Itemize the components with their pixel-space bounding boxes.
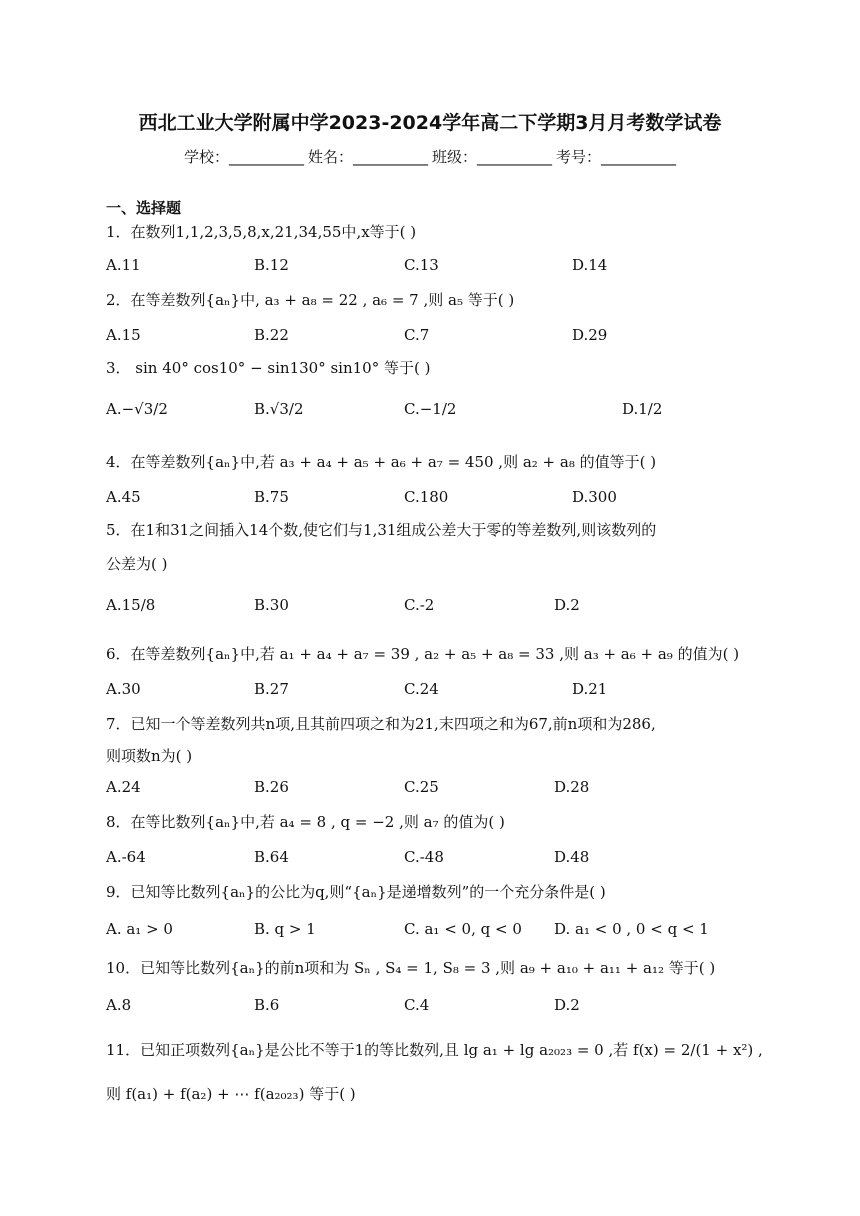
- question-6: 6．在等差数列{aₙ}中,若 a₁ + a₄ + a₇ = 39 , a₂ + a₅ + a₈ = 33 ,则 a₃ + a₆ + a₉ 的值为( ): [106, 645, 740, 663]
- option-c[interactable]: C.25: [404, 778, 439, 796]
- class-field[interactable]: 班级：__________: [432, 148, 553, 166]
- question-1: 1．在数列1,1,2,3,5,8,x,21,34,55中,x等于( ): [106, 223, 417, 241]
- exam-number-field[interactable]: 考号：__________: [556, 148, 677, 166]
- option-a[interactable]: A.11: [106, 256, 141, 274]
- section-heading: 一、选择题: [106, 199, 182, 217]
- option-a[interactable]: A. a₁ > 0: [106, 920, 173, 938]
- question-5-line-2: 公差为( ): [106, 555, 168, 573]
- option-d[interactable]: D.48: [554, 848, 590, 866]
- option-c[interactable]: C.-2: [404, 596, 435, 614]
- option-a[interactable]: A.15: [106, 326, 141, 344]
- question-6-options: [106, 680, 756, 706]
- option-c[interactable]: C.7: [404, 326, 430, 344]
- option-a[interactable]: A.15/8: [106, 596, 156, 614]
- option-b[interactable]: B.22: [254, 326, 289, 344]
- option-d[interactable]: D.2: [554, 596, 580, 614]
- student-info-fields: [0, 146, 860, 167]
- option-c[interactable]: C.−1/2: [404, 400, 457, 418]
- option-b[interactable]: B.26: [254, 778, 289, 796]
- question-9-options: [106, 920, 756, 946]
- question-9: 9．已知等比数列{aₙ}的公比为q,则“{aₙ}是递增数列”的一个充分条件是( ): [106, 883, 606, 901]
- option-d[interactable]: D.2: [554, 996, 580, 1014]
- question-7-options: [106, 778, 756, 804]
- option-c[interactable]: C.24: [404, 680, 439, 698]
- option-b[interactable]: B.27: [254, 680, 289, 698]
- question-10: 10．已知等比数列{aₙ}的前n项和为 Sₙ , S₄ = 1, S₈ = 3 ,则 a₉ + a₁₀ + a₁₁ + a₁₂ 等于( ): [106, 959, 716, 977]
- question-5-options: [106, 596, 756, 622]
- exam-title: 西北工业大学附属中学2023-2024学年高二下学期3月月考数学试卷: [138, 112, 722, 134]
- option-d[interactable]: D.300: [572, 488, 617, 506]
- option-d[interactable]: D.1/2: [622, 400, 663, 418]
- question-7-line-2: 则项数n为( ): [106, 747, 193, 765]
- option-c[interactable]: C.-48: [404, 848, 444, 866]
- option-a[interactable]: A.8: [106, 996, 132, 1014]
- option-c[interactable]: C.4: [404, 996, 430, 1014]
- question-10-options: [106, 996, 756, 1022]
- name-field[interactable]: 姓名：__________: [307, 148, 428, 166]
- option-b[interactable]: B.64: [254, 848, 289, 866]
- question-5-line-1: 5．在1和31之间插入14个数,使它们与1,31组成公差大于零的等差数列,则该数列的: [106, 521, 657, 539]
- question-1-options: [106, 256, 756, 282]
- option-d[interactable]: D.14: [572, 256, 608, 274]
- option-c[interactable]: C.13: [404, 256, 439, 274]
- question-7-line-1: 7．已知一个等差数列共n项,且其前四项之和为21,末四项之和为67,前n项和为286,: [106, 715, 656, 733]
- option-a[interactable]: A.45: [106, 488, 141, 506]
- option-c[interactable]: C.180: [404, 488, 449, 506]
- option-b[interactable]: B.30: [254, 596, 289, 614]
- option-a[interactable]: A.-64: [106, 848, 146, 866]
- option-c[interactable]: C. a₁ < 0, q < 0: [404, 920, 522, 938]
- option-b[interactable]: B.√3/2: [254, 400, 304, 418]
- question-8: 8．在等比数列{aₙ}中,若 a₄ = 8 , q = −2 ,则 a₇ 的值为( ): [106, 813, 505, 831]
- question-11-line-1: 11．已知正项数列{aₙ}是公比不等于1的等比数列,且 lg a₁ + lg a₂₀₂₃ = 0 ,若 f(x) = 2/(1 + x²) ,: [106, 1041, 763, 1059]
- option-d[interactable]: D. a₁ < 0 , 0 < q < 1: [554, 920, 709, 938]
- school-field[interactable]: 学校：__________: [183, 148, 304, 166]
- option-b[interactable]: B.12: [254, 256, 289, 274]
- option-b[interactable]: B. q > 1: [254, 920, 316, 938]
- option-d[interactable]: D.28: [554, 778, 590, 796]
- question-11-line-2: 则 f(a₁) + f(a₂) + ⋯ f(a₂₀₂₃) 等于( ): [106, 1085, 356, 1103]
- question-4: 4．在等差数列{aₙ}中,若 a₃ + a₄ + a₅ + a₆ + a₇ = 450 ,则 a₂ + a₈ 的值等于( ): [106, 453, 657, 471]
- question-2: 2．在等差数列{aₙ}中, a₃ + a₈ = 22 , a₆ = 7 ,则 a₅ 等于( ): [106, 291, 515, 309]
- option-a[interactable]: A.24: [106, 778, 141, 796]
- question-8-options: [106, 848, 756, 874]
- option-a[interactable]: A.30: [106, 680, 141, 698]
- question-3: 3． sin 40° cos10° − sin130° sin10° 等于( ): [106, 359, 431, 377]
- option-a[interactable]: A.−√3/2: [106, 400, 168, 418]
- question-2-options: [106, 326, 756, 352]
- option-b[interactable]: B.6: [254, 996, 280, 1014]
- option-d[interactable]: D.29: [572, 326, 608, 344]
- option-d[interactable]: D.21: [572, 680, 608, 698]
- question-3-options: [106, 400, 756, 426]
- option-b[interactable]: B.75: [254, 488, 289, 506]
- question-4-options: [106, 488, 756, 514]
